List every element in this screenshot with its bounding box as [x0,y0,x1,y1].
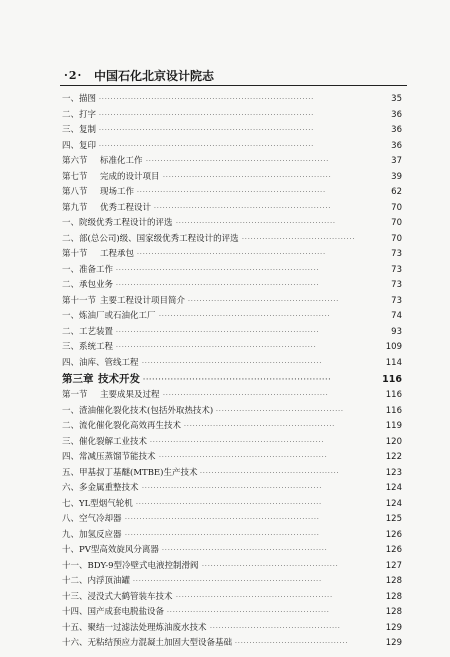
toc-page-number: 73 [391,295,402,306]
toc-entry-title [62,309,156,325]
toc-page-number: 35 [391,94,402,104]
leader-dots: ························································ [167,609,330,616]
toc-entry-text: 四、复印 [62,140,97,151]
toc-page-number: 70 [391,202,402,213]
toc-entry-text: 十、PV型高效旋风分离器 [62,545,159,555]
toc-entry-text: 十二、内浮顶油罐 [62,576,131,586]
toc-section [62,294,402,310]
toc-page-number: 116 [385,390,402,400]
toc-entry-text: 二、工艺装置 [62,326,114,337]
toc-entry-title [62,590,173,606]
toc-item [62,621,402,637]
toc-page-number: 124 [385,498,402,509]
toc-page-number: 73 [391,280,402,290]
toc-entry-title [62,466,197,482]
toc-entry-label: 第十一节 [62,295,97,306]
toc-entry-title [62,278,113,294]
toc-chapter [62,371,402,388]
toc-item [62,512,402,528]
toc-entry-text: 三、系统工程 [62,342,114,352]
leader-dots: ·········································································· [99,111,315,119]
leader-dots: ················································ [200,469,340,477]
leader-dots: ··························································· [159,313,331,320]
toc-entry-text: 十五、聚结一过滤法处理炼油废水技术 [62,622,207,633]
toc-entry-title [62,559,199,575]
toc-page-number: 127 [385,560,402,571]
toc-section [62,201,402,217]
toc-page-number: 129 [385,638,402,648]
leader-dots: ············································ [216,407,344,415]
toc-entry-title [62,232,239,248]
toc-item [62,278,402,294]
leader-dots: ··································································· [125,516,320,523]
toc-page-number: 122 [385,452,402,462]
toc-entry-text: 标准化工作 [100,156,143,166]
toc-entry-title [62,356,139,372]
toc-page-number: 125 [385,514,402,524]
toc-entry-title [62,294,185,310]
leader-dots: ························································· [162,547,328,554]
toc-page-number: 62 [391,187,402,197]
leader-dots: ·········································································· [99,142,315,150]
toc-page-number: 116 [382,374,402,385]
toc-entry-text: 十六、无粘结预应力混凝土加固大型设备基础 [62,638,233,648]
leader-dots: ······························································ [142,359,323,367]
toc-entry-title [62,621,207,637]
toc-entry-text: 现场工作 [100,187,135,197]
leader-dots: ······················································ [176,593,333,601]
toc-entry-title [62,543,159,559]
toc-item [62,481,402,497]
toc-entry-text: 二、承包业务 [62,280,114,290]
toc-page-number: 119 [385,421,402,431]
toc-item [62,216,402,232]
toc-entry-label: 第九节 [62,202,88,213]
toc-entry-label: 第三章 [62,373,94,385]
toc-page-number: 129 [385,622,402,633]
toc-item [62,466,402,482]
toc-entry-text: 四、油库、管线工程 [62,357,139,368]
toc-entry-text: 五、甲基叔丁基醚(MTBE)生产技术 [62,467,198,478]
leader-dots: ······································································ [116,266,320,274]
toc-item [62,543,402,559]
toc-entry-title [62,435,147,451]
toc-page-number: 36 [391,140,402,151]
toc-page-number: 93 [391,326,402,337]
page-header [0,0,450,92]
toc-entry-text: 三、催化裂解工业技术 [62,436,148,447]
toc-item [62,404,402,420]
toc-page-number: 73 [391,249,402,259]
toc-page-number: 37 [391,156,402,166]
leader-dots: ································································· [137,251,326,258]
toc-item [62,123,402,139]
leader-dots: ·························································· [163,173,332,181]
toc-section [62,154,402,170]
toc-item [62,92,402,108]
book-title: 中国石化北京设计院志 [94,69,215,83]
toc-entry-text: 九、加氢反应器 [62,529,122,540]
leader-dots: ····························································· [154,204,332,212]
toc-entry-title [62,170,160,186]
toc-section [62,185,402,201]
toc-section [62,388,402,404]
toc-entry-text: 三、复制 [62,125,97,135]
header-rule [60,85,407,86]
leader-dots: ································································· [133,578,322,585]
toc-entry-title [62,325,113,341]
toc-entry-text: 主要工程设计项目简介 [100,295,186,306]
toc-item [62,139,402,155]
toc-page-number: 126 [385,545,402,555]
leader-dots: ·········································································· [99,127,315,134]
toc-entry-text: 完成的设计项目 [100,171,160,182]
toc-entry-text: 二、部(总公司)级、国家级优秀工程设计的评选 [62,233,239,244]
toc-entry-text: 工程承包 [100,249,135,259]
toc-entry-label: 第六节 [62,156,88,166]
toc-page-number: 70 [391,218,402,228]
toc-section [62,247,402,263]
leader-dots: ···················································· [188,297,340,305]
toc-page-number: 128 [385,607,402,617]
toc-entry-title [62,201,151,217]
toc-item [62,419,402,435]
leader-dots: ·························································· [159,454,328,461]
toc-entry-title [62,216,173,232]
toc-entry-text: 二、流化催化裂化高效再生技术 [62,421,182,431]
toc-item [62,590,402,606]
toc-entry-label: 第十节 [62,249,88,259]
toc-entry-title [62,528,122,544]
toc-item [62,528,402,544]
toc-item [62,108,402,124]
toc-entry-title [62,512,122,528]
toc-item [62,435,402,451]
toc-entry-text: 一、渣油催化裂化技术(包括外取热技术) [62,405,214,416]
toc-entry-title [62,123,96,139]
table-of-contents [62,92,402,652]
toc-entry-text: 四、常减压蒸馏节能技术 [62,452,156,462]
toc-entry-text: 十一、BDY-9型冷壁式电液控制滑阀 [62,560,199,571]
toc-entry-title [62,497,133,513]
toc-entry-title [62,139,96,155]
toc-entry-label: 第八节 [62,187,88,197]
toc-page-number: 124 [385,483,402,493]
toc-entry-title [62,371,140,388]
toc-entry-text: 一、院级优秀工程设计的评选 [62,218,173,228]
toc-page-number: 120 [385,436,402,447]
toc-page-number: 36 [391,125,402,135]
toc-item [62,574,402,590]
leader-dots: ····································································· [116,344,317,351]
toc-entry-text: 六、多金属重整技术 [62,483,139,493]
toc-page-number: 114 [385,357,402,368]
toc-page-number: 128 [385,591,402,602]
toc-entry-title [62,450,156,466]
leader-dots: ······································································ [116,282,320,289]
toc-entry-text: 八、空气冷却器 [62,514,122,524]
toc-entry-title [62,154,143,170]
toc-entry-text: 主要成果及过程 [100,390,160,400]
toc-entry-title [62,481,139,497]
toc-section [62,170,402,186]
toc-entry-text: 优秀工程设计 [100,202,152,213]
toc-page-number: 128 [385,576,402,586]
leader-dots: ································································ [136,500,323,508]
toc-entry-title [62,605,164,621]
toc-item [62,340,402,356]
toc-entry-title [62,388,160,404]
leader-dots: ··································································· [125,531,320,539]
toc-entry-label: 第一节 [62,390,88,400]
toc-item [62,497,402,513]
toc-entry-text: 一、炼油厂或石油化工厂 [62,311,156,321]
toc-entry-title [62,574,130,590]
leader-dots: ····························································· [143,376,332,383]
toc-page-number: 116 [385,405,402,416]
toc-page-number: 70 [391,233,402,244]
toc-entry-title [62,185,134,201]
toc-page-number: 36 [391,109,402,120]
leader-dots: ······················································· [176,220,336,227]
toc-entry-text: 二、打字 [62,109,97,120]
toc-entry-title [62,636,232,652]
toc-item [62,232,402,248]
leader-dots: ······························································· [146,158,330,165]
toc-entry-text: 技术开发 [98,373,140,385]
toc-entry-title [62,419,181,435]
leader-dots: ··············································· [202,562,339,570]
toc-item [62,309,402,325]
leader-dots: ···························································· [150,438,325,446]
toc-page-number: 39 [391,171,402,182]
toc-entry-title [62,247,134,263]
toc-entry-text: 一、准备工作 [62,264,114,275]
toc-page-number: 109 [385,342,402,352]
toc-entry-title [62,263,113,279]
toc-entry-text: 十三、浸没式大鹤管装车技术 [62,591,173,602]
leader-dots: ······································· [242,235,356,243]
toc-entry-text: 七、YL型烟气轮机 [62,498,133,509]
toc-entry-text: 十四、国产成套电脱盐设备 [62,607,165,617]
toc-item [62,356,402,372]
leader-dots: ···················································· [184,423,336,430]
toc-page-number: 74 [391,311,402,321]
toc-entry-label: 第七节 [62,171,88,182]
leader-dots: ············································· [210,624,341,632]
leader-dots: ································································· [137,189,326,196]
leader-dots: ·········································································· [99,96,315,103]
toc-page-number: 126 [385,529,402,540]
toc-page-number: 123 [385,467,402,478]
leader-dots: ······································· [235,640,349,647]
toc-entry-title [62,340,113,356]
toc-entry-title [62,404,213,420]
toc-item [62,325,402,341]
toc-page-number: 73 [391,264,402,275]
toc-entry-title [62,108,96,124]
toc-entry-text: 一、描图 [62,94,97,104]
toc-item [62,636,402,652]
toc-entry-title [62,92,96,108]
toc-item [62,559,402,575]
leader-dots: ······································································ [116,328,320,336]
toc-item [62,605,402,621]
leader-dots: ························································· [163,392,329,399]
toc-item [62,450,402,466]
leader-dots: ······························································ [142,485,323,492]
page-number: ·2· [64,69,83,82]
toc-item [62,263,402,279]
